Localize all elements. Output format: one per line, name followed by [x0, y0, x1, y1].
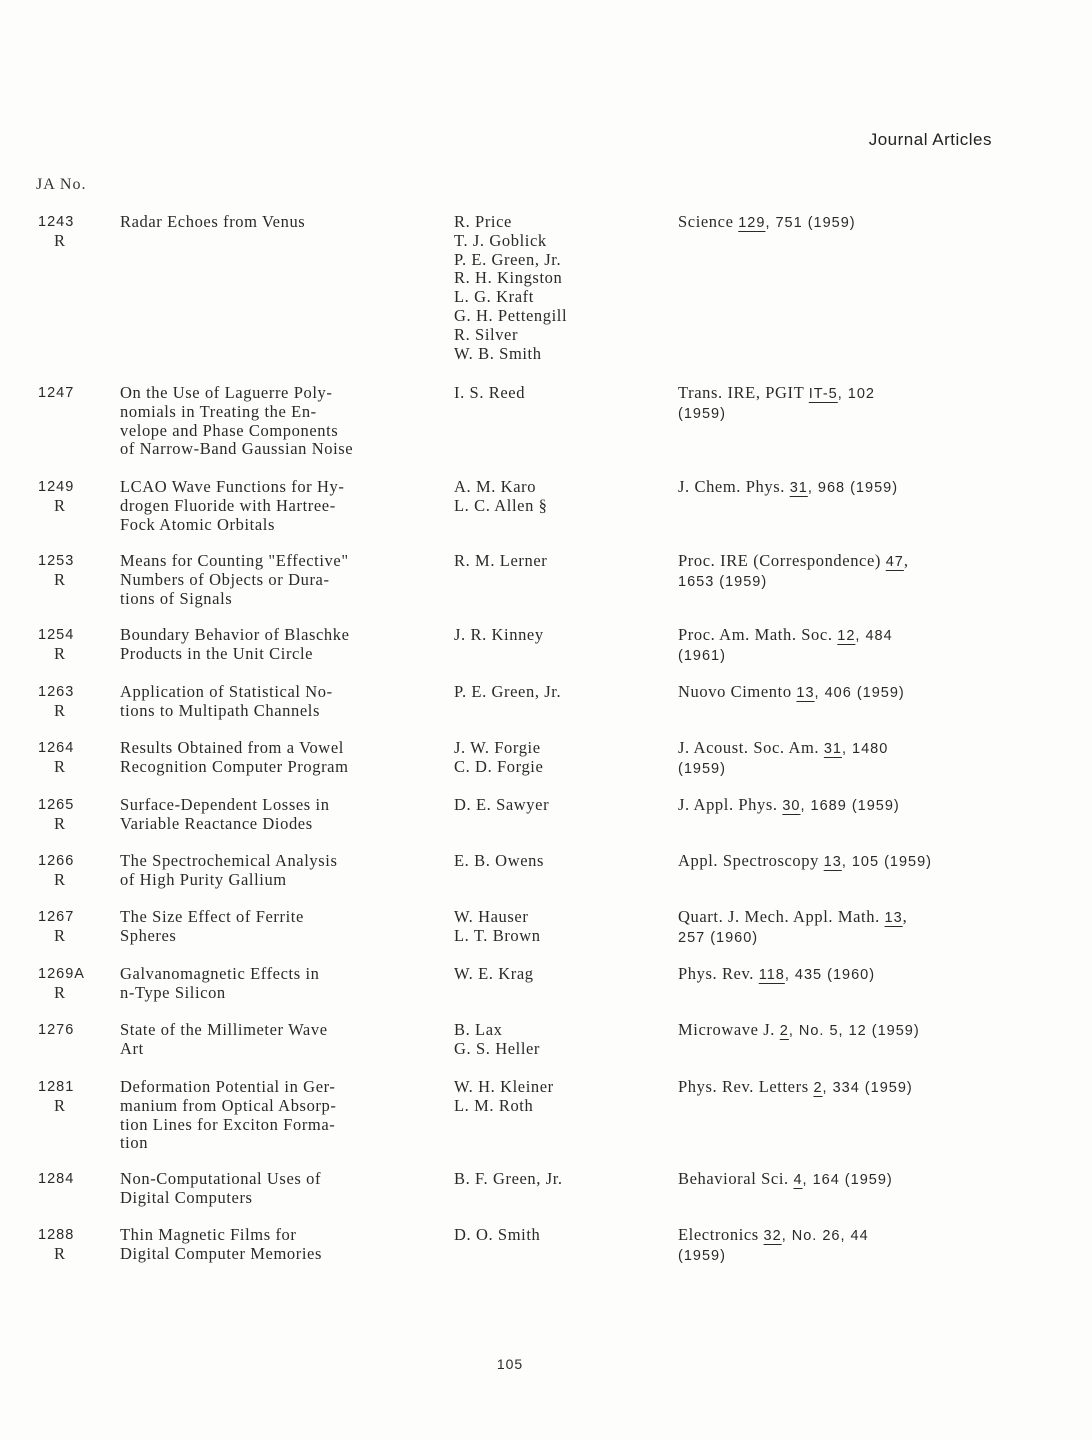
ja-number-cell: [38, 1021, 108, 1040]
article-authors: [454, 1170, 664, 1189]
citation-text: , No. 5, 12 (1959): [788, 1023, 920, 1039]
citation-text: Electronics: [678, 1225, 764, 1244]
citation-text: (1961): [678, 647, 726, 664]
ja-number: 1263: [38, 684, 75, 700]
citation-text: , 968 (1959): [807, 480, 899, 496]
citation-line: [678, 552, 1008, 572]
citation-text: Quart. J. Mech. Appl. Math.: [678, 907, 885, 926]
ja-number-cell: [38, 908, 108, 946]
ja-number: 1276: [38, 1022, 75, 1038]
title-line: Surface-Dependent Losses in: [120, 795, 330, 814]
volume-number: 118: [758, 967, 785, 983]
citation-text: Proc. Am. Math. Soc.: [678, 625, 838, 644]
author-name: P. E. Green, Jr.: [454, 682, 562, 701]
ja-number-cell: [38, 739, 108, 777]
ja-number: 1269A: [38, 966, 85, 982]
author-name: W. H. Kleiner: [454, 1077, 554, 1096]
citation-text: , 334 (1959): [822, 1080, 913, 1096]
article-title: [120, 384, 440, 459]
citation-text: Microwave J.: [678, 1020, 780, 1039]
author-name: W. B. Smith: [454, 343, 542, 363]
citation-text: (1959): [678, 405, 726, 422]
citation-line: [678, 908, 1008, 928]
author-name: G. S. Heller: [454, 1038, 541, 1058]
title-line: Recognition Computer Program: [120, 756, 349, 776]
article-citation: [678, 384, 1008, 424]
volume-number: 12: [837, 628, 856, 644]
article-citation: [678, 552, 1008, 592]
ja-number: 1243: [38, 214, 75, 230]
article-title: [120, 908, 440, 946]
citation-text: J. Acoust. Soc. Am.: [678, 738, 824, 757]
citation-text: , 105 (1959): [841, 854, 933, 870]
volume-number: 13: [823, 854, 842, 870]
ja-number: 1267: [38, 909, 75, 925]
ja-number-cell: [38, 683, 108, 721]
citation-line: [678, 1226, 1008, 1246]
title-line: Digital Computer Memories: [120, 1243, 322, 1263]
article-citation: [678, 739, 1008, 779]
title-line: Spheres: [120, 925, 177, 945]
author-name: J. W. Forgie: [454, 738, 541, 757]
ja-number: 1253: [38, 553, 75, 569]
article-authors: [454, 1078, 664, 1116]
citation-line: [678, 1170, 1008, 1190]
citation-text: (1959): [678, 760, 726, 777]
author-name: R. H. Kingston: [454, 268, 563, 288]
title-line: n-Type Silicon: [120, 982, 226, 1002]
citation-line: [678, 646, 1008, 666]
author-name: T. J. Goblick: [454, 230, 547, 250]
article-authors: [454, 852, 664, 871]
citation-text: Behavioral Sci.: [678, 1169, 794, 1188]
title-line: tions to Multipath Channels: [120, 700, 320, 720]
ja-number: 1247: [38, 385, 75, 401]
citation-text: , 484: [855, 628, 893, 644]
citation-text: , 1689 (1959): [800, 798, 900, 814]
volume-number: 2: [779, 1023, 789, 1039]
volume-number: 2: [813, 1080, 823, 1096]
citation-line: [678, 965, 1008, 985]
reprint-mark: R: [54, 643, 66, 663]
author-name: J. R. Kinney: [454, 625, 544, 644]
author-name: D. E. Sawyer: [454, 795, 550, 814]
author-name: R. Silver: [454, 324, 519, 344]
title-line: drogen Fluoride with Hartree-: [120, 495, 336, 515]
ja-number: 1288: [38, 1227, 75, 1243]
ja-number-cell: [38, 552, 108, 590]
title-line: Products in the Unit Circle: [120, 643, 314, 663]
ja-number-cell: [38, 384, 108, 403]
citation-text: J. Chem. Phys.: [678, 477, 790, 496]
volume-number: 47: [885, 554, 904, 570]
article-citation: [678, 213, 1008, 233]
ja-number: 1281: [38, 1079, 75, 1095]
article-citation: [678, 1170, 1008, 1190]
reprint-mark: R: [54, 813, 66, 833]
author-name: B. Lax: [454, 1020, 503, 1039]
article-title: [120, 852, 440, 890]
author-name: L. T. Brown: [454, 925, 541, 945]
citation-line: [678, 1078, 1008, 1098]
article-authors: [454, 1226, 664, 1245]
citation-line: [678, 626, 1008, 646]
reprint-mark: R: [54, 1243, 66, 1263]
citation-text: Phys. Rev. Letters: [678, 1077, 814, 1096]
title-line: Thin Magnetic Films for: [120, 1225, 297, 1244]
title-line: manium from Optical Absorp-: [120, 1095, 337, 1115]
title-line: nomials in Treating the En-: [120, 401, 317, 421]
article-authors: [454, 965, 664, 984]
section-title: Journal Articles: [868, 130, 992, 149]
citation-text: Proc. IRE (Correspondence): [678, 551, 886, 570]
author-name: L. M. Roth: [454, 1095, 534, 1115]
citation-text: Appl. Spectroscopy: [678, 851, 824, 870]
reprint-mark: R: [54, 1095, 66, 1115]
citation-text: 1653 (1959): [678, 573, 768, 590]
author-name: W. Hauser: [454, 907, 529, 926]
article-authors: [454, 384, 664, 403]
title-line: Application of Statistical No-: [120, 682, 333, 701]
volume-number: 31: [823, 741, 842, 757]
article-citation: [678, 908, 1008, 948]
article-title: [120, 796, 440, 834]
ja-number-cell: [38, 796, 108, 834]
citation-text: (1959): [678, 1247, 726, 1264]
citation-text: , 1480: [842, 741, 889, 757]
article-authors: [454, 739, 664, 777]
author-name: I. S. Reed: [454, 383, 526, 402]
article-authors: [454, 626, 664, 645]
citation-text: , 164 (1959): [802, 1172, 893, 1188]
volume-number: 4: [793, 1172, 803, 1188]
title-line: Deformation Potential in Ger-: [120, 1077, 336, 1096]
author-name: R. M. Lerner: [454, 551, 548, 570]
article-title: [120, 478, 440, 534]
title-line: tions of Signals: [120, 588, 233, 608]
ja-number-cell: [38, 213, 108, 251]
citation-text: J. Appl. Phys.: [678, 795, 783, 814]
article-authors: [454, 796, 664, 815]
ja-number-cell: [38, 478, 108, 516]
title-line: LCAO Wave Functions for Hy-: [120, 477, 345, 496]
citation-text: ,: [902, 907, 908, 926]
article-citation: [678, 1226, 1008, 1266]
title-line: velope and Phase Components: [120, 420, 339, 440]
reprint-mark: R: [54, 700, 66, 720]
citation-text: ,: [903, 551, 909, 570]
citation-text: 257 (1960): [678, 929, 759, 946]
reprint-mark: R: [54, 925, 66, 945]
title-line: Galvanomagnetic Effects in: [120, 964, 320, 983]
article-title: [120, 552, 440, 608]
title-line: Fock Atomic Orbitals: [120, 514, 275, 534]
article-title: [120, 1170, 440, 1208]
ja-number: 1254: [38, 627, 75, 643]
title-line: Art: [120, 1038, 144, 1058]
volume-number: 31: [789, 480, 808, 496]
citation-text: , 751 (1959): [765, 215, 856, 231]
author-name: C. D. Forgie: [454, 756, 544, 776]
reprint-mark: R: [54, 230, 66, 250]
article-citation: [678, 683, 1008, 703]
title-line: Numbers of Objects or Dura-: [120, 569, 330, 589]
article-citation: [678, 796, 1008, 816]
ja-number: 1249: [38, 479, 75, 495]
article-authors: [454, 213, 664, 363]
citation-text: Nuovo Cimento: [678, 682, 797, 701]
author-name: A. M. Karo: [454, 477, 537, 496]
author-name: G. H. Pettengill: [454, 305, 568, 325]
author-name: P. E. Green, Jr.: [454, 249, 562, 269]
article-title: [120, 739, 440, 777]
article-citation: [678, 1021, 1008, 1041]
title-line: Variable Reactance Diodes: [120, 813, 313, 833]
citation-line: [678, 796, 1008, 816]
author-name: W. E. Krag: [454, 964, 534, 983]
citation-line: [678, 852, 1008, 872]
citation-line: [678, 572, 1008, 592]
citation-line: [678, 1021, 1008, 1041]
reprint-mark: R: [54, 495, 66, 515]
citation-line: [678, 739, 1008, 759]
article-title: [120, 1021, 440, 1059]
title-line: Means for Counting "Effective": [120, 551, 349, 570]
reprint-mark: R: [54, 869, 66, 889]
reprint-mark: R: [54, 756, 66, 776]
article-authors: [454, 552, 664, 571]
title-line: Radar Echoes from Venus: [120, 212, 306, 231]
citation-line: [678, 384, 1008, 404]
article-citation: [678, 626, 1008, 666]
title-line: On the Use of Laguerre Poly-: [120, 383, 333, 402]
citation-text: , 435 (1960): [784, 967, 876, 983]
title-line: Non-Computational Uses of: [120, 1169, 322, 1188]
title-line: of Narrow-Band Gaussian Noise: [120, 439, 354, 459]
page-number: 105: [496, 1356, 524, 1372]
article-title: [120, 1078, 440, 1153]
title-line: tion: [120, 1133, 149, 1153]
reprint-mark: R: [54, 982, 66, 1002]
author-name: L. C. Allen §: [454, 495, 548, 515]
ja-number-cell: [38, 1170, 108, 1189]
article-authors: [454, 478, 664, 516]
author-name: L. G. Kraft: [454, 287, 534, 307]
article-authors: [454, 1021, 664, 1059]
citation-line: [678, 928, 1008, 948]
title-line: Digital Computers: [120, 1187, 253, 1207]
volume-number: IT-5: [808, 386, 838, 402]
ja-number: 1265: [38, 797, 75, 813]
citation-text: , 406 (1959): [814, 685, 905, 701]
citation-text: , No. 26, 44: [781, 1228, 869, 1244]
volume-number: 13: [796, 685, 815, 701]
title-line: Results Obtained from a Vowel: [120, 738, 344, 757]
author-name: R. Price: [454, 212, 512, 231]
article-title: [120, 1226, 440, 1264]
citation-text: Science: [678, 212, 739, 231]
citation-text: Phys. Rev.: [678, 964, 759, 983]
volume-number: 30: [782, 798, 801, 814]
title-line: of High Purity Gallium: [120, 869, 287, 889]
ja-number-cell: [38, 1078, 108, 1116]
author-name: B. F. Green, Jr.: [454, 1169, 563, 1188]
citation-line: [678, 683, 1008, 703]
ja-number: 1284: [38, 1171, 75, 1187]
article-title: [120, 683, 440, 721]
title-line: State of the Millimeter Wave: [120, 1020, 328, 1039]
ja-number-cell: [38, 965, 108, 1003]
citation-line: [678, 404, 1008, 424]
article-title: [120, 626, 440, 664]
ja-number: 1264: [38, 740, 75, 756]
author-name: D. O. Smith: [454, 1225, 541, 1244]
citation-text: Trans. IRE, PGIT: [678, 383, 809, 402]
citation-text: , 102: [837, 386, 875, 402]
author-name: E. B. Owens: [454, 851, 545, 870]
reprint-mark: R: [54, 569, 66, 589]
ja-number-cell: [38, 852, 108, 890]
ja-number-cell: [38, 626, 108, 664]
ja-number-cell: [38, 1226, 108, 1264]
article-citation: [678, 965, 1008, 985]
volume-number: 32: [763, 1228, 782, 1244]
volume-number: 129: [738, 215, 766, 231]
article-title: [120, 965, 440, 1003]
article-citation: [678, 852, 1008, 872]
ja-number: 1266: [38, 853, 75, 869]
title-line: The Size Effect of Ferrite: [120, 907, 304, 926]
citation-line: [678, 478, 1008, 498]
article-title: [120, 213, 440, 232]
article-citation: [678, 1078, 1008, 1098]
article-authors: [454, 683, 664, 702]
citation-line: [678, 213, 1008, 233]
title-line: The Spectrochemical Analysis: [120, 851, 338, 870]
article-citation: [678, 478, 1008, 498]
citation-line: [678, 1246, 1008, 1266]
ja-column-label: JA No.: [36, 176, 87, 193]
title-line: Boundary Behavior of Blaschke: [120, 625, 350, 644]
volume-number: 13: [884, 910, 903, 926]
title-line: tion Lines for Exciton Forma-: [120, 1114, 336, 1134]
article-authors: [454, 908, 664, 946]
citation-line: [678, 759, 1008, 779]
